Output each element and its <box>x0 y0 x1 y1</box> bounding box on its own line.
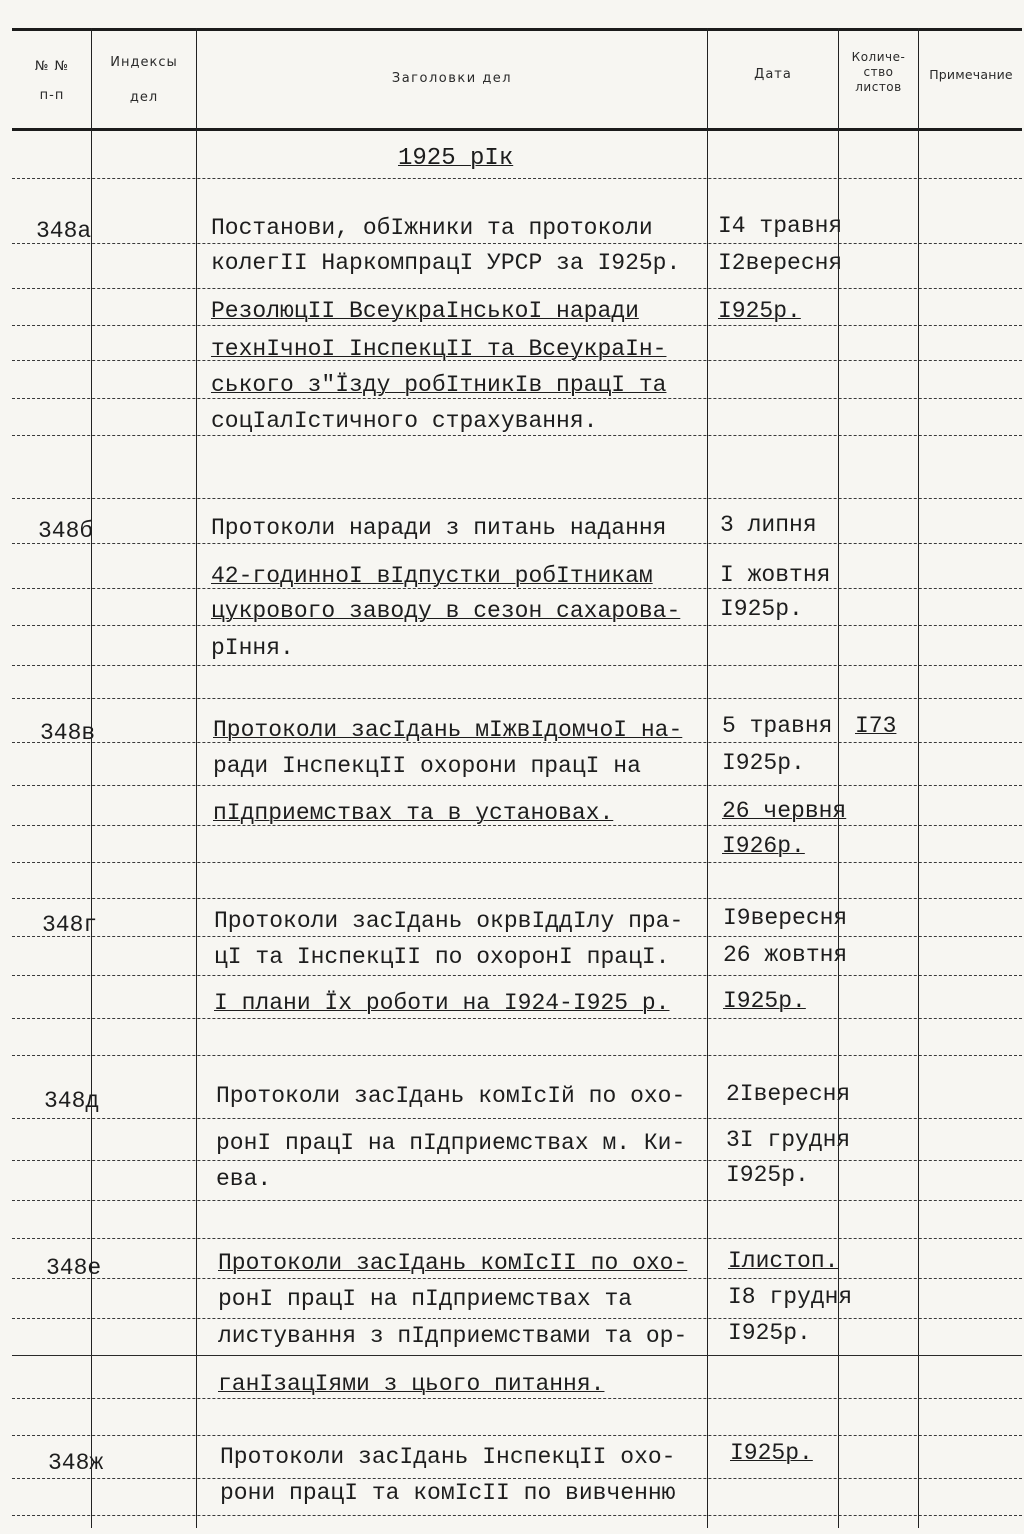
entry-title-line: ронІ працІ на пІдприемствах та <box>218 1286 633 1312</box>
header-count-line3: листов <box>855 80 902 94</box>
entry-title-line: ського з"Їзду робІтникІв працІ та <box>211 372 667 398</box>
entry-number: 348ж <box>48 1450 104 1476</box>
entry-date-line: 3І грудня <box>726 1127 851 1153</box>
entry-date-line: 2Івересня <box>726 1081 851 1107</box>
entry-title-line: ева. <box>216 1166 272 1192</box>
ledger-rule <box>12 1238 1022 1239</box>
entry-number: 348б <box>38 518 94 544</box>
entry-date-line: І жовтня <box>720 562 831 588</box>
entry-date-line: І925р. <box>722 750 805 776</box>
ledger-rule <box>12 785 1022 786</box>
header-titles: Заголовки дел <box>391 71 513 86</box>
entry-title-line: Протоколи наради з питань надання <box>211 515 667 541</box>
ledger-rule <box>12 398 1022 399</box>
ledger-rule <box>12 1398 1022 1399</box>
entry-title-line: рони працІ та комІсІІ по вивченню <box>220 1480 676 1506</box>
entry-date-line: І925р. <box>718 298 801 324</box>
ledger-rule <box>12 665 1022 666</box>
entry-title-line: технІчноІ ІнспекцІІ та ВсеукраІн- <box>211 336 667 362</box>
entry-date-line: Ілистоп. <box>728 1248 839 1274</box>
column-rule-3 <box>707 28 708 1528</box>
ledger-rule <box>12 936 1022 937</box>
ledger-rule <box>12 975 1022 976</box>
entry-title-line: пІдприемствах та в установах. <box>213 800 614 826</box>
header-index <box>93 54 195 106</box>
header-index-sub: дел <box>129 90 159 105</box>
entry-number: 348д <box>44 1088 100 1114</box>
column-rule-2 <box>196 28 197 1528</box>
ledger-rule <box>12 1118 1022 1119</box>
ledger-rule <box>12 1355 1022 1356</box>
entry-number: 348е <box>46 1255 102 1281</box>
ledger-rule <box>12 243 1022 244</box>
entry-title-line: рІння. <box>211 635 294 661</box>
entry-date-line: І926р. <box>722 833 805 859</box>
ledger-rule <box>12 1018 1022 1019</box>
ledger-rule <box>12 325 1022 326</box>
entry-date-line: І925р. <box>723 988 806 1014</box>
ledger-rule <box>12 1160 1022 1161</box>
header-top-rule <box>12 28 1022 31</box>
ledger-rule <box>12 1515 1022 1516</box>
header-date: Дата <box>754 67 792 82</box>
header-number-label: № № <box>34 59 70 74</box>
entry-title-line: колегІІ НаркомпрацІ УРСР за І925р. <box>211 250 681 276</box>
entry-date-line: 3 липня <box>720 512 817 538</box>
entry-title-line: Постанови, обІжники та протоколи <box>211 215 653 241</box>
entry-date-line: І9вересня <box>723 905 848 931</box>
column-rule-1 <box>91 28 92 1528</box>
header-number <box>14 58 90 104</box>
entry-title-line: І плани Їх роботи на І924-І925 р. <box>214 990 670 1016</box>
ledger-rule <box>12 498 1022 499</box>
entry-number: 348в <box>40 720 96 746</box>
header-index-label: Индексы <box>110 55 178 70</box>
entry-date-line: 26 жовтня <box>723 942 848 968</box>
year-heading: 1925 рІк <box>398 145 514 172</box>
entry-title-line: Протоколи засІдань комІсІй по охо- <box>216 1083 686 1109</box>
ledger-rule <box>12 288 1022 289</box>
ledger-rule <box>12 543 1022 544</box>
entry-date-line: І925р. <box>728 1320 811 1346</box>
entry-title-line: 42-годинноІ вІдпустки робІтникам <box>211 563 653 589</box>
ledger-rule <box>12 625 1022 626</box>
entry-number: 348а <box>36 218 92 244</box>
header-bottom-rule <box>12 128 1022 131</box>
entry-date-line: 26 червня <box>722 798 847 824</box>
entry-title-line: Протоколи засІдань комІсІІ по охо- <box>218 1250 688 1276</box>
entry-date-line: 5 травня <box>722 713 833 739</box>
entry-title-line: соцІалІстичного страхування. <box>211 408 598 434</box>
ledger-rule <box>12 435 1022 436</box>
ledger-rule <box>12 698 1022 699</box>
entry-title-line: ганІзацІями з цього питання. <box>218 1371 605 1397</box>
ledger-rule <box>12 862 1022 863</box>
entry-number: 348г <box>42 912 98 938</box>
entry-title-line: цукрового заводу в сезон сахарова- <box>211 598 681 624</box>
entry-date-line: І925р. <box>720 596 803 622</box>
header-count-line1: Количе- <box>851 50 906 64</box>
entry-sheet-count: І73 <box>855 713 897 739</box>
entry-date-line: І2вересня <box>718 250 843 276</box>
ledger-rule <box>12 1478 1022 1479</box>
ledger-rule <box>12 1278 1022 1279</box>
entry-title-line: листування з пІдприемствами та ор- <box>218 1323 688 1349</box>
entry-title-line: Протоколи засІдань окрвІддІлу пра- <box>214 908 684 934</box>
ledger-rule <box>12 898 1022 899</box>
entry-title-line: ради ІнспекцІІ охорони працІ на <box>213 753 641 779</box>
column-rule-5 <box>918 28 919 1528</box>
entry-title-line: цІ та ІнспекцІІ по охоронІ працІ. <box>214 944 670 970</box>
ledger-rule <box>12 1200 1022 1201</box>
entry-date-line: І925р. <box>730 1440 813 1466</box>
ledger-rule <box>12 1435 1022 1436</box>
entry-title-line: Протоколи засІдань мІжвІдомчоІ на- <box>213 717 683 743</box>
header-count-line2: ство <box>863 65 894 79</box>
entry-title-line: ронІ працІ на пІдприемствах м. Ки- <box>216 1130 686 1156</box>
entry-date-line: І8 грудня <box>728 1284 853 1310</box>
entry-title-line: РезолюцІІ ВсеукраІнськоІ наради <box>211 298 639 324</box>
entry-title-line: Протоколи засІдань ІнспекцІІ охо- <box>220 1444 676 1470</box>
header-note: Примечание <box>929 67 1013 82</box>
ledger-rule <box>12 1318 1022 1319</box>
entry-date-line: І925р. <box>726 1162 809 1188</box>
header-sheet-count <box>840 50 917 95</box>
ledger-rule <box>12 178 1022 179</box>
ledger-rule <box>12 1055 1022 1056</box>
entry-date-line: І4 травня <box>718 213 843 239</box>
header-number-sub: п-п <box>39 88 65 103</box>
